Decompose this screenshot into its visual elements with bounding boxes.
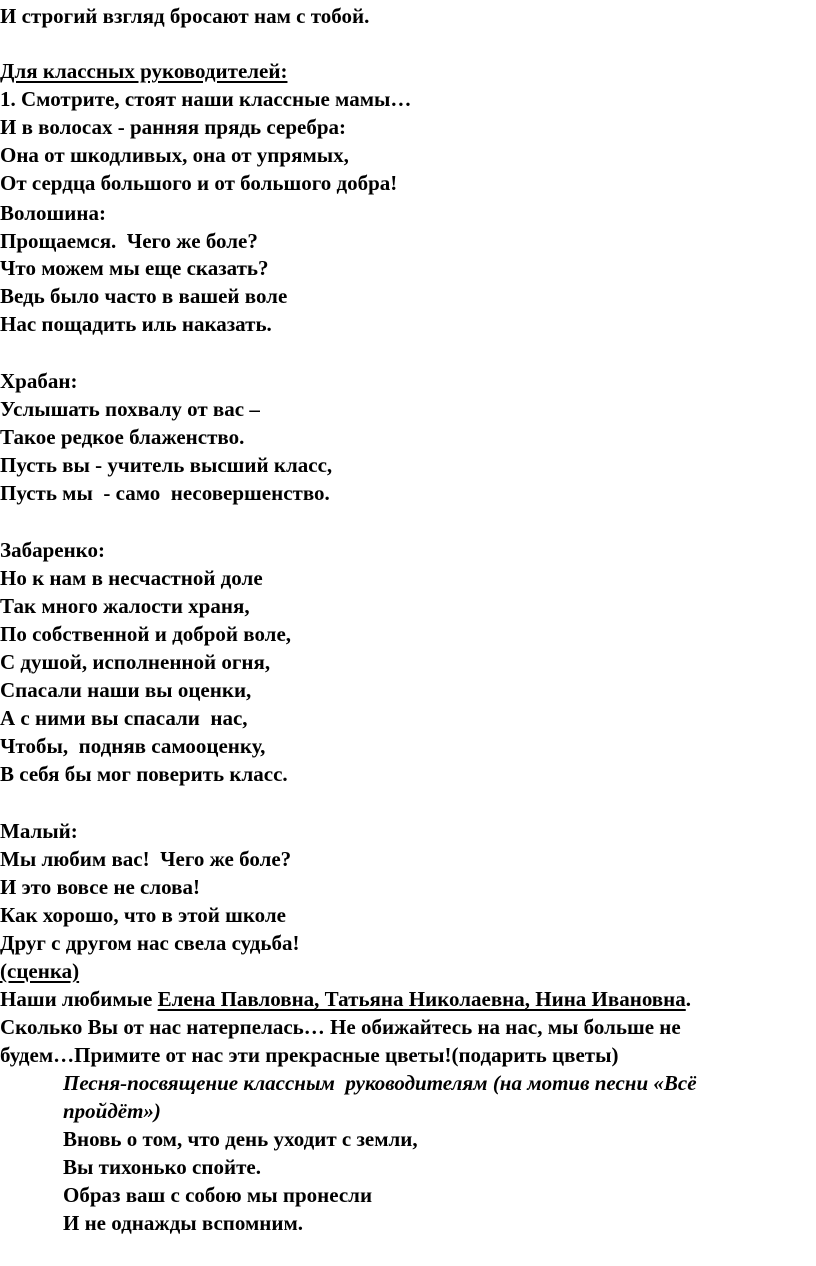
verse-line: А с ними вы спасали нас, bbox=[0, 706, 248, 730]
verse-line: Прощаемся. Чего же боле? bbox=[0, 229, 258, 253]
speaker-label: Малый: bbox=[0, 819, 78, 843]
verse-line: И это вовсе не слова! bbox=[0, 875, 200, 899]
verse-line: Но к нам в несчастной доле bbox=[0, 566, 263, 590]
verse-line: Мы любим вас! Чего же боле? bbox=[0, 847, 292, 871]
section-title: Для классных руководителей: bbox=[0, 59, 288, 83]
speaker-label: Забаренко: bbox=[0, 538, 105, 562]
prose-line: будем…Примите от нас эти прекрасные цветы!(подарить цветы) bbox=[0, 1043, 619, 1067]
verse-line: Она от шкодливых, она от упрямых, bbox=[0, 143, 349, 167]
verse-line: И в волосах - ранняя прядь серебра: bbox=[0, 115, 346, 139]
song-line: И не однажды вспомним. bbox=[63, 1211, 304, 1235]
verse-line: В себя бы мог поверить класс. bbox=[0, 762, 288, 786]
song-line: Образ ваш с собою мы пронесли bbox=[63, 1183, 373, 1207]
verse-line: Так много жалости храня, bbox=[0, 594, 250, 618]
verse-line: Как хорошо, что в этой школе bbox=[0, 903, 286, 927]
verse-line: Спасали наши вы оценки, bbox=[0, 678, 252, 702]
song-line: Вы тихонько спойте. bbox=[63, 1155, 261, 1179]
verse-line: Пусть мы - само несовершенство. bbox=[0, 481, 330, 505]
speaker-label: Волошина: bbox=[0, 201, 106, 225]
teachers-names: Елена Павловна, Татьяна Николаевна, Нина Ивановна bbox=[157, 987, 686, 1011]
verse-line: По собственной и доброй воле, bbox=[0, 622, 292, 646]
prose-line: Сколько Вы от нас натерпелась… Не обижайтесь на нас, мы больше не bbox=[0, 1015, 681, 1039]
song-title-continued: пройдёт») bbox=[63, 1099, 161, 1123]
verse-line: С душой, исполненной огня, bbox=[0, 650, 271, 674]
verse-line: Такое редкое блаженство. bbox=[0, 425, 245, 449]
dedication-end: . bbox=[685, 987, 692, 1011]
verse-line: Нас пощадить иль наказать. bbox=[0, 312, 272, 336]
verse-line: Друг с другом нас свела судьба! bbox=[0, 931, 300, 955]
verse-line: Что можем мы еще сказать? bbox=[0, 256, 269, 280]
dedication-line bbox=[0, 986, 691, 1013]
speaker-label: Храбан: bbox=[0, 369, 78, 393]
song-line: Вновь о том, что день уходит с земли, bbox=[63, 1127, 418, 1151]
intro-line: И строгий взгляд бросают нам с тобой. bbox=[0, 4, 370, 28]
verse-line: От сердца большого и от большого добра! bbox=[0, 171, 398, 195]
scene-label: (сценка) bbox=[0, 959, 80, 983]
verse-line: Ведь было часто в вашей воле bbox=[0, 284, 288, 308]
song-title: Песня-посвящение классным руководителям (на мотив песни «Всё bbox=[63, 1071, 697, 1095]
verse-line: Пусть вы - учитель высший класс, bbox=[0, 453, 333, 477]
verse-line: 1. Смотрите, стоят наши классные мамы… bbox=[0, 87, 412, 111]
verse-line: Чтобы, подняв самооценку, bbox=[0, 734, 266, 758]
verse-line: Услышать похвалу от вас – bbox=[0, 397, 260, 421]
dedication-prefix: Наши любимые bbox=[0, 987, 158, 1011]
